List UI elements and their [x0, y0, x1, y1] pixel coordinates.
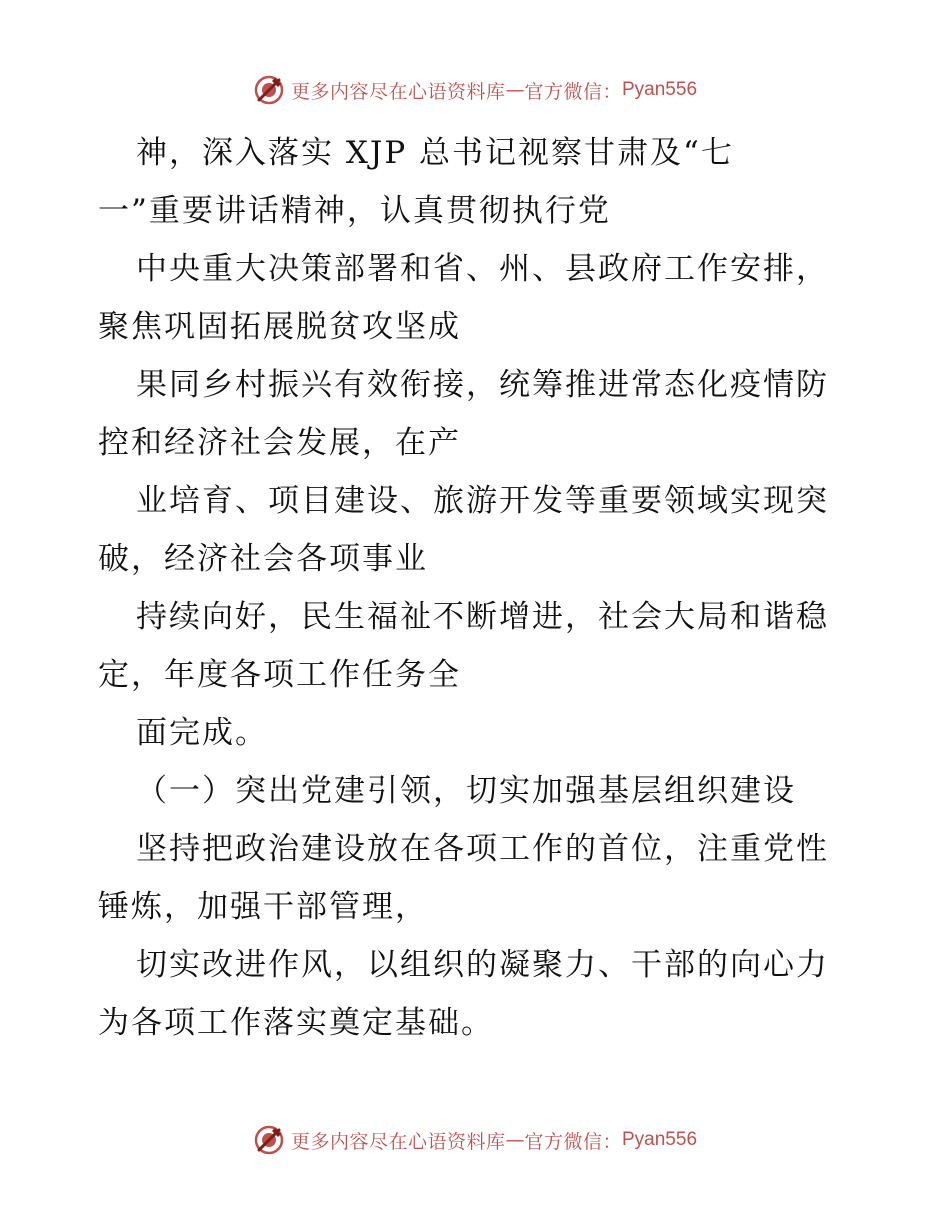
watermark-text: 更多内容尽在心语资料库: [290, 80, 506, 103]
text-line: 面完成。: [136, 715, 268, 751]
footer-watermark: [0, 1120, 950, 1160]
header-watermark: [0, 70, 950, 110]
text-line: 神，深入落实 XJP 总书记视察甘肃及“七: [136, 135, 734, 171]
text-line: 切实改进作风，以组织的凝聚力、干部的向心力: [136, 947, 829, 983]
document-body: [98, 124, 858, 1052]
watermark-separator: —: [505, 79, 525, 101]
text-line: 坚持把政治建设放在各项工作的首位，注重党性: [136, 831, 829, 867]
text-line: 定，年度各项工作任务全: [98, 657, 461, 693]
text-line: 破，经济社会各项事业: [98, 541, 428, 577]
watermark-account: Pyan556: [622, 79, 698, 100]
text-line: 锤炼，加强干部管理，: [98, 889, 428, 925]
text-line: 控和经济社会发展，在产: [98, 425, 461, 461]
text-line: 中央重大决策部署和省、州、县政府工作安排，: [136, 251, 829, 287]
text-line: 果同乡村振兴有效衔接，统筹推进常态化疫情防: [136, 367, 829, 403]
text-line: 为各项工作落实奠定基础。: [98, 1005, 494, 1041]
watermark-suffix: 官方微信：: [524, 80, 622, 103]
watermark-account: Pyan556: [622, 1129, 698, 1150]
pen-logo-icon: [253, 74, 285, 106]
pen-logo-icon: [253, 1124, 285, 1156]
text-line: 持续向好，民生福祉不断增进，社会大局和谐稳: [136, 599, 829, 635]
watermark-separator: —: [505, 1129, 525, 1151]
text-line: 一”重要讲话精神，认真贯彻执行党: [98, 193, 611, 229]
text-line: 聚焦巩固拓展脱贫攻坚成: [98, 309, 461, 345]
section-heading: （一）突出党建引领，切实加强基层组织建设: [136, 773, 796, 809]
watermark-text: 更多内容尽在心语资料库: [290, 1130, 506, 1153]
watermark-suffix: 官方微信：: [524, 1130, 622, 1153]
text-line: 业培育、项目建设、旅游开发等重要领域实现突: [136, 483, 829, 519]
